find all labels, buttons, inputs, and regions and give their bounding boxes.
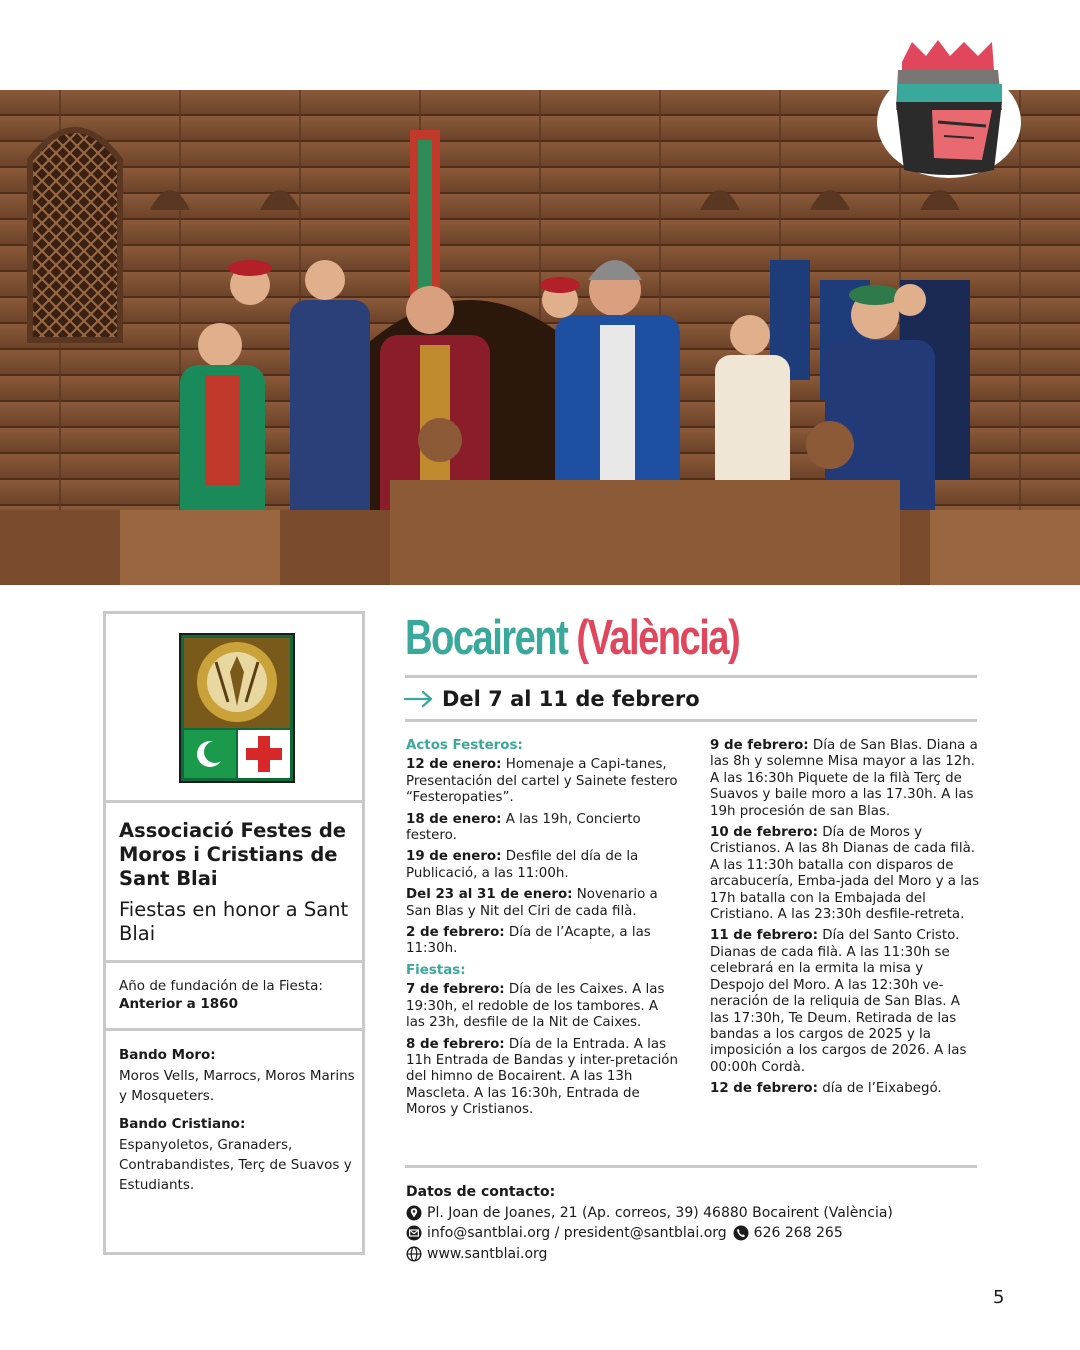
event-date: 12 de enero:: [406, 757, 502, 773]
city-title: Bocairent: [405, 611, 568, 665]
event-text: Día de les Caixes. A las 19:30h, el redoble de los tambores. A las 23h, desfile de la Nit de Caixes.: [406, 982, 665, 1031]
email-phone-line: [406, 1223, 1006, 1244]
association-panel: [103, 611, 365, 1255]
bands-section: [106, 1028, 362, 1252]
event-item: [406, 757, 678, 806]
event-text: Día de l’Acapte, a las 11:30h.: [406, 925, 651, 957]
dates-text: Del 7 al 11 de febrero: [442, 687, 700, 711]
foundation-text: [119, 977, 359, 1013]
bands-text: [119, 1045, 359, 1203]
fiestas-heading: Fiestas:: [406, 962, 466, 978]
bando-cristiano-text: Espanyoletos, Granaders, Contrabandistes, Terç de Suavos y Estudiants.: [119, 1137, 352, 1193]
event-text: Día de San Blas. Diana a las 8h y solemne Misa mayor a las 12h. A las 16:30h Piquete de la filà Terç de Suavos y baile moro a las 17.30h. A las 19h procesión de san Blas.: [710, 738, 978, 819]
foundation-label: Año de fundación de la Fiesta:: [119, 978, 323, 994]
page-title: [405, 606, 739, 670]
globe-icon: [406, 1246, 422, 1262]
event-date: 7 de febrero:: [406, 982, 505, 998]
festival-dates: [404, 684, 700, 714]
arrow-right-icon: [404, 690, 434, 708]
event-date: 2 de febrero:: [406, 925, 505, 941]
event-date: 9 de febrero:: [710, 738, 809, 753]
event-item: [710, 825, 980, 923]
address-line: [406, 1203, 1006, 1224]
event-text: Día de Moros y Cristianos. A las 8h Dianas de cada filà. A las 11:30h batalla con disparos de arcabucería, Emba-jada del Moro y a las 17h batalla con la Embajada del Cristiano. A las 23:30h desfile-retreta.: [710, 825, 980, 923]
event-date: 8 de febrero:: [406, 1036, 505, 1052]
event-item: [710, 928, 980, 1076]
divider: [405, 719, 977, 722]
email-link[interactable]: info@santblai.org / president@santblai.org: [427, 1225, 727, 1241]
region-title: (València): [576, 611, 740, 665]
foundation-value: Anterior a 1860: [119, 996, 238, 1012]
event-item: [710, 738, 980, 820]
bando-moro-text: Moros Vells, Marrocs, Moros Marins y Mosqueters.: [119, 1068, 355, 1104]
contact-title: Datos de contacto:: [406, 1184, 556, 1200]
location-pin-icon: [406, 1205, 422, 1221]
event-date: 18 de enero:: [406, 811, 502, 827]
actos-heading: Actos Festeros:: [406, 738, 523, 753]
page-number: 5: [993, 1287, 1005, 1308]
website-link[interactable]: www.santblai.org: [427, 1245, 548, 1262]
name-section: [106, 800, 362, 963]
association-subtitle: Fiestas en honor a Sant Blai: [119, 898, 349, 945]
web-line: [406, 1244, 1006, 1265]
association-logo-icon: [178, 632, 296, 784]
program-column-right: [710, 738, 980, 1103]
address-text: Pl. Joan de Joanes, 21 (Ap. correos, 39) 46880 Bocairent (València): [427, 1204, 893, 1221]
event-text: Novenario a San Blas y Nit del Ciri de cada filà.: [406, 887, 658, 919]
email-icon: [406, 1225, 422, 1241]
event-text: Homenaje a Capi-tanes, Presentación del cartel y Sainete festero “Festeropaties”.: [406, 757, 678, 806]
phone-number[interactable]: 626 268 265: [753, 1225, 843, 1241]
bando-moro-title: Bando Moro:: [119, 1047, 216, 1063]
logo-section: [106, 614, 362, 800]
event-date: 12 de febrero:: [710, 1081, 818, 1097]
event-text: día de l’Eixabegó.: [822, 1081, 942, 1097]
program-column-left: [406, 738, 678, 1124]
event-date: 19 de enero:: [406, 849, 502, 865]
event-item: [406, 887, 678, 920]
event-text: A las 19h, Concierto festero.: [406, 811, 641, 844]
event-item: [406, 1037, 678, 1119]
divider: [405, 1165, 977, 1168]
event-text: Día del Santo Cristo. Dianas de cada filà. A las 11:30h se celebrará en la ermita la misa y Despojo del Moro. A las 12:30h ve-neración de la reliquia de San Blas. A las 17:30h, Te Deum. Retirada de las bandas a los cargos de 2025 y la imposición a los cargos de 2026. A las 00:00h Cordà.: [710, 928, 967, 1075]
event-text: Día de la Entrada. A las 11h Entrada de Bandas y inter-pretación del himno de Bocairent. A las 13h Mascleta. A las 16:30h, Entrada de Moros y Cristianos.: [406, 1036, 678, 1118]
event-item: [710, 1081, 980, 1097]
event-item: [406, 812, 678, 845]
event-date: 10 de febrero:: [710, 825, 818, 841]
event-item: [406, 849, 678, 882]
event-item: [406, 982, 678, 1031]
contact-section: [406, 1182, 1006, 1264]
event-item: [406, 925, 678, 958]
foundation-section: [106, 960, 362, 1031]
divider: [405, 675, 977, 678]
association-name: Associació Festes de Moros i Cristians de Sant Blai: [119, 819, 347, 890]
bando-cristiano-title: Bando Cristiano:: [119, 1116, 246, 1132]
event-text: Desfile del día de la Publicació, a las 11:00h.: [406, 849, 639, 881]
event-date: 11 de febrero:: [710, 928, 818, 944]
knight-mascot-icon: [874, 40, 1024, 180]
event-date: Del 23 al 31 de enero:: [406, 887, 573, 903]
mascot-badge: [874, 40, 1024, 180]
phone-icon: [733, 1225, 749, 1241]
